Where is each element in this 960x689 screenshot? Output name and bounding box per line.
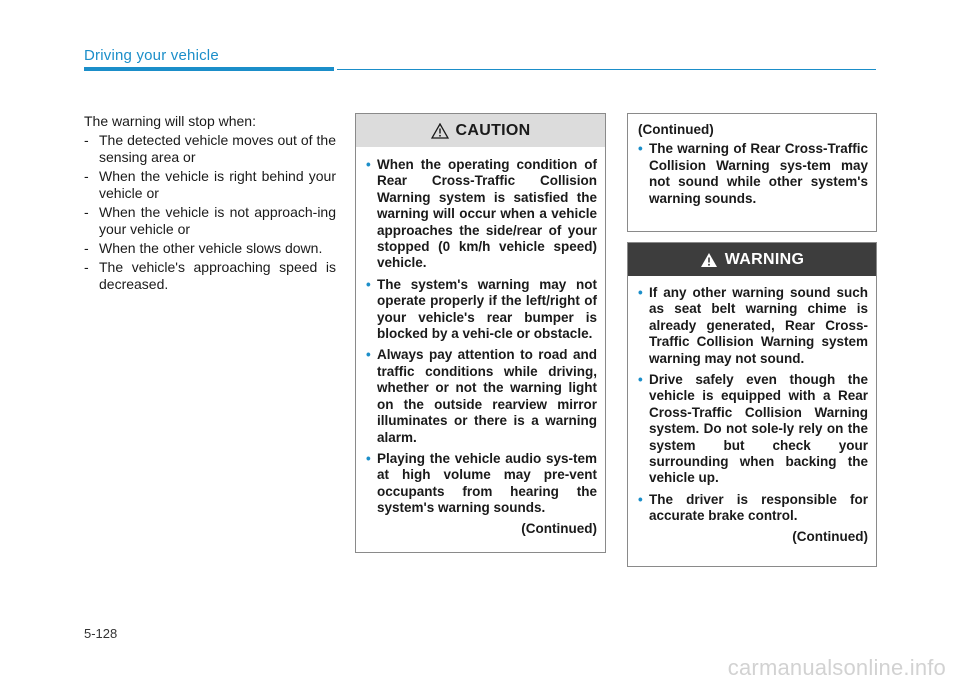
list-item: • Drive safely even though the vehicle is equipped with a Rear Cross-Traffic Collision Warning system. Do not sole-ly rely on the system but check your surrounding when backing the vehicle up. (638, 372, 868, 486)
intro-list (84, 132, 336, 293)
warning-triangle-outline-icon (431, 123, 449, 139)
list-item: - The detected vehicle moves out of the sensing area or (84, 132, 336, 165)
list-item: • The warning of Rear Cross-Traffic Collision Warning sys-tem may not sound while other system's warning sounds. (638, 141, 868, 206)
list-item: - The vehicle's approaching speed is decreased. (84, 259, 336, 292)
section-rule-thin (337, 69, 876, 70)
warning-triangle-filled-icon (700, 252, 718, 268)
list-item: • Always pay attention to road and traffic conditions while driving, whether or not the warning light on the outside rearview mirror illuminates or there is a warning alarm. (366, 347, 597, 445)
intro-text (84, 113, 336, 295)
watermark: carmanualsonline.info (727, 655, 946, 680)
warning-header (628, 243, 876, 276)
list-item: • The driver is responsible for accurate brake control. (638, 491, 868, 524)
section-title: Driving your vehicle (84, 47, 219, 64)
caution-box (355, 113, 606, 553)
continued-label: (Continued) (792, 528, 868, 544)
section-rule-thick (84, 67, 334, 71)
list-item: - When the other vehicle slows down. (84, 240, 323, 256)
caution-title: CAUTION (455, 121, 531, 139)
continued-label: (Continued) (638, 122, 714, 137)
caution-continued-body (628, 114, 876, 220)
list-item: • The system's warning may not operate properly if the left/right of your vehicle's rear bumper is blocked by a vehi-cle or obstacle. (366, 276, 597, 342)
list-item: • When the operating condition of Rear Cross-Traffic Collision Warning system is satisfied the warning will occur when a vehicle approaches the side/rear of your stopped (0 km/h vehicle speed) vehicle. (366, 157, 597, 271)
caution-header (356, 114, 605, 147)
list-item: • Playing the vehicle audio sys-tem at high volume may pre-vent occupants from hearing the system's warning sounds. (366, 450, 597, 516)
list-item: - When the vehicle is right behind your vehicle or (84, 168, 336, 201)
intro-lead: The warning will stop when: (84, 113, 256, 129)
warning-box (627, 242, 877, 567)
continued-label: (Continued) (521, 520, 597, 536)
list-item: • If any other warning sound such as seat belt warning chime is already generated, Rear Cross-Traffic Collision Warning system warning may not sound. (638, 285, 868, 366)
caution-continued-box (627, 113, 877, 232)
page-number: 5-128 (84, 626, 118, 641)
caution-body (356, 147, 605, 545)
warning-body (628, 276, 876, 553)
warning-title: WARNING (724, 250, 805, 268)
list-item: - When the vehicle is not approach-ing your vehicle or (84, 204, 336, 237)
